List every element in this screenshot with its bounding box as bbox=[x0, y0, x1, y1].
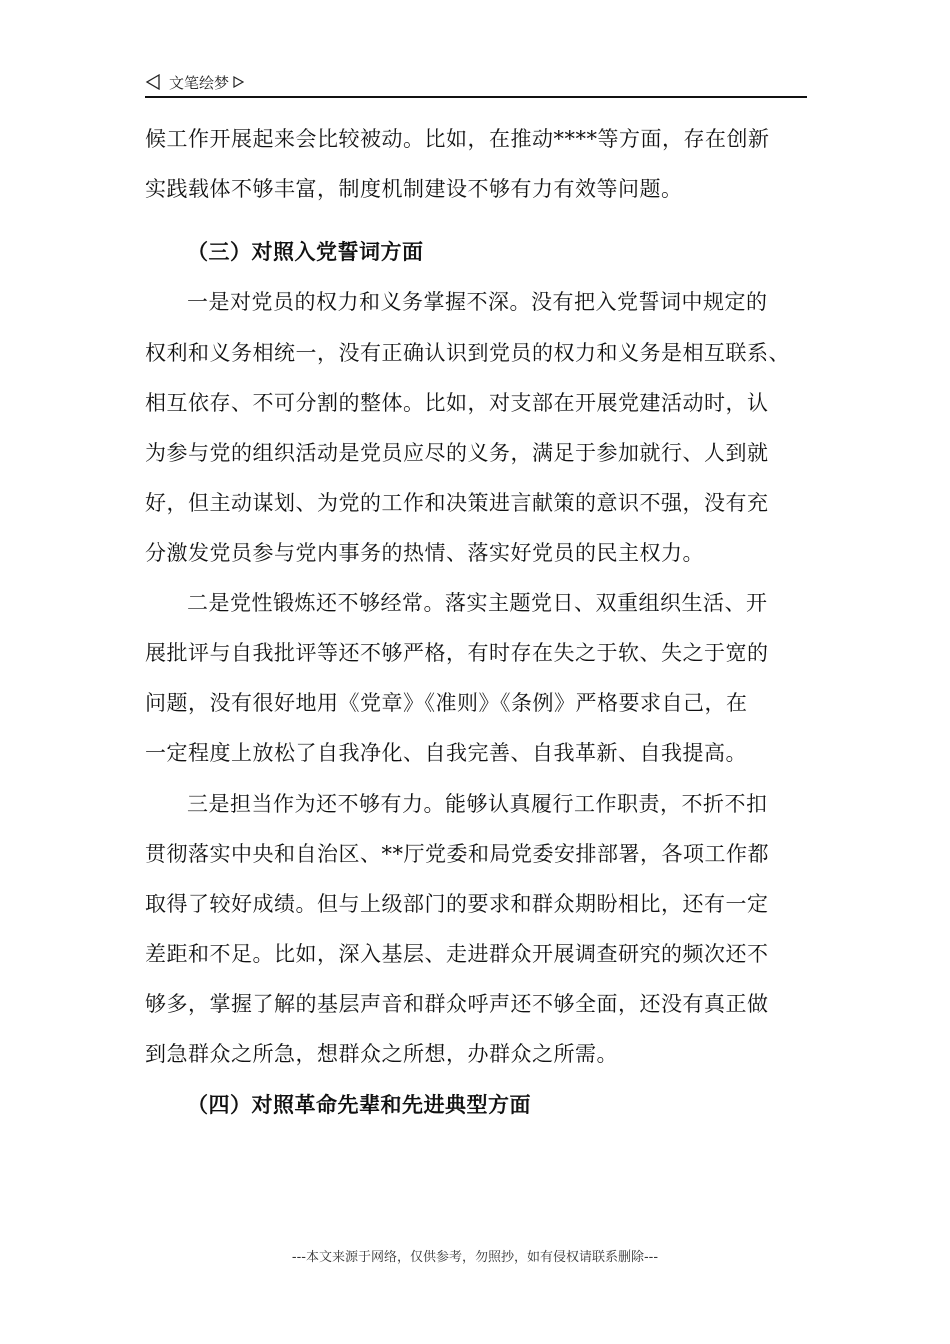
body-line: 实践载体不够丰富，制度机制建设不够有力有效等问题。 bbox=[145, 177, 683, 201]
paragraph-first-line: 一是对党员的权力和义务掌握不深。没有把入党誓词中规定的 bbox=[187, 290, 768, 314]
body-line: 权利和义务相统一，没有正确认识到党员的权力和义务是相互联系、 bbox=[145, 341, 790, 365]
page-header bbox=[145, 72, 807, 98]
page-footer: ---本文来源于网络，仅供参考，勿照抄，如有侵权请联系删除--- bbox=[291, 1250, 659, 1265]
body-line: 一定程度上放松了自我净化、自我完善、自我革新、自我提高。 bbox=[145, 741, 747, 765]
body-line: 为参与党的组织活动是党员应尽的义务，满足于参加就行、人到就 bbox=[145, 441, 769, 465]
body-line: 相互依存、不可分割的整体。比如，对支部在开展党建活动时，认 bbox=[145, 391, 769, 415]
body-line: 展批评与自我批评等还不够严格，有时存在失之于软、失之于宽的 bbox=[145, 641, 769, 665]
body-line: 分激发党员参与党内事务的热情、落实好党员的民主权力。 bbox=[145, 541, 704, 565]
paragraph-first-line: 二是党性锻炼还不够经常。落实主题党日、双重组织生活、开 bbox=[187, 591, 768, 615]
body-line: 候工作开展起来会比较被动。比如，在推动****等方面，存在创新 bbox=[145, 127, 770, 151]
body-line: 好，但主动谋划、为党的工作和决策进言献策的意识不强，没有充 bbox=[145, 491, 769, 515]
body-line: 差距和不足。比如，深入基层、走进群众开展调查研究的频次还不 bbox=[145, 942, 769, 966]
section-heading-4: （四）对照革命先辈和先进典型方面 bbox=[187, 1093, 531, 1117]
brand-name: 文笔绘梦 bbox=[169, 74, 230, 92]
triangle-right-outline-icon bbox=[233, 76, 244, 88]
section-heading-3: （三）对照入党誓词方面 bbox=[187, 240, 424, 264]
body-line: 取得了较好成绩。但与上级部门的要求和群众期盼相比，还有一定 bbox=[145, 892, 769, 916]
triangle-left-outline-icon bbox=[145, 74, 161, 90]
body-line: 够多，掌握了解的基层声音和群众呼声还不够全面，还没有真正做 bbox=[145, 992, 769, 1016]
paragraph-first-line: 三是担当作为还不够有力。能够认真履行工作职责，不折不扣 bbox=[187, 792, 768, 816]
body-line: 问题，没有很好地用《党章》《准则》《条例》严格要求自己，在 bbox=[145, 691, 748, 715]
body-line: 到急群众之所急，想群众之所想，办群众之所需。 bbox=[145, 1042, 618, 1066]
body-line: 贯彻落实中央和自治区、**厅党委和局党委安排部署，各项工作都 bbox=[145, 842, 769, 866]
